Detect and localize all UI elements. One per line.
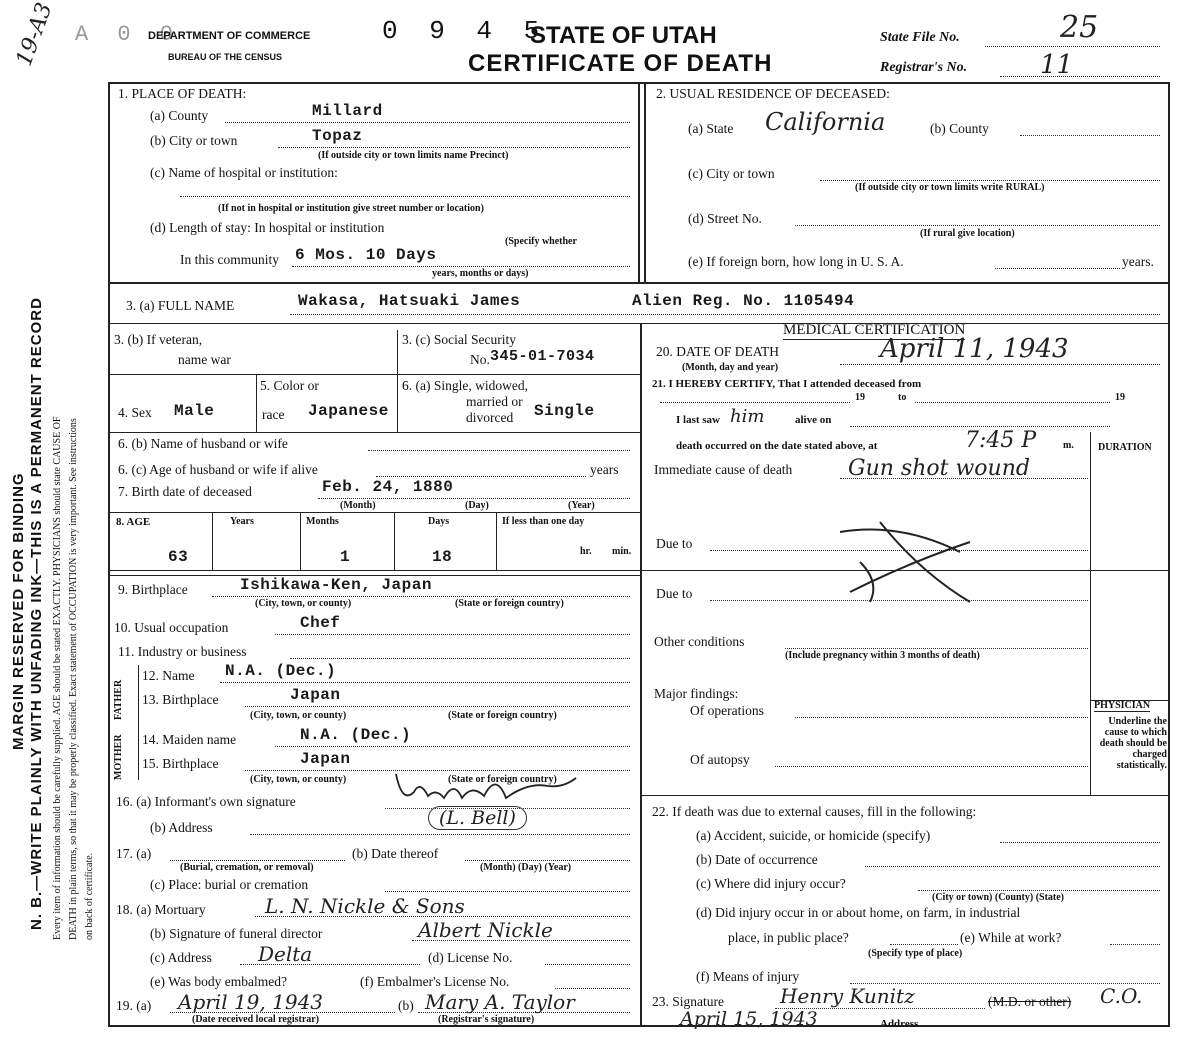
full-name-label: 3. (a) FULL NAME [126, 298, 235, 313]
date-death-note: (Month, day and year) [682, 362, 779, 373]
occurrence-label: (b) Date of occurrence [696, 852, 818, 867]
margin-reserved-text: MARGIN RESERVED FOR BINDING [10, 472, 27, 750]
embalmer-label: (f) Embalmer's License No. [360, 974, 510, 989]
father-birth-note2: (State or foreign country) [448, 710, 557, 721]
place-of-death-heading: 1. PLACE OF DEATH: [118, 86, 247, 101]
state-title: STATE OF UTAH [530, 22, 717, 49]
where-note: (City or town) (County) (State) [932, 892, 1065, 903]
margin-instructions-2: DEATH in plain terms, so that it may be properly classified. Exact statement of OCCUPATION is very important. See instructions [68, 418, 79, 940]
veteran-label2: name war [178, 352, 231, 367]
director-label: (b) Signature of funeral director [150, 926, 323, 941]
informant-sig-label: 16. (a) Informant's own signature [116, 794, 296, 809]
res-foreign-label: (e) If foreign born, how long in U. S. A. [688, 254, 904, 269]
embalmed-label: (e) Was body embalmed? [150, 974, 287, 989]
age-months-value: 1 [340, 548, 351, 566]
mortuary-label: 18. (a) Mortuary [116, 902, 206, 917]
sex-value: Male [174, 402, 215, 420]
occurred-label: death occurred on the date stated above, at [676, 440, 878, 452]
marital-label: 6. (a) Single, widowed, [402, 378, 528, 393]
mother-name-label: 14. Maiden name [142, 732, 237, 747]
state-file-number: 25 [1060, 10, 1099, 45]
full-name-value: Wakasa, Hatsuaki James [298, 292, 521, 310]
mother-name-value: N.A. (Dec.) [300, 726, 412, 744]
hospital-label: (c) Name of hospital or institution: [150, 165, 338, 180]
age-less-label: If less than one day [502, 516, 585, 527]
certify-label: 21. I HEREBY CERTIFY, That I attended deceased from [652, 378, 922, 390]
address2-label: (c) Address [150, 950, 212, 965]
informant-address-label: (b) Address [150, 820, 213, 835]
certify-19b: 19 [1115, 392, 1125, 403]
received-date: April 19, 1943 [178, 990, 324, 1014]
age-years-value: 63 [168, 548, 189, 566]
alive-on-label: alive on [795, 414, 832, 426]
race-value: Japanese [308, 402, 389, 420]
physician-box-title: PHYSICIAN [1094, 700, 1151, 711]
marital-label2: married or [466, 394, 523, 409]
occupation-label: 10. Usual occupation [114, 620, 229, 635]
md-label: (M.D. or other) [988, 994, 1072, 1009]
community-label: In this community [180, 252, 279, 267]
ssn-value: 345-01-7034 [490, 348, 595, 365]
spouse-label: 6. (b) Name of husband or wife [118, 436, 288, 451]
crossed-out-mark [820, 512, 990, 612]
res-city-label: (c) City or town [688, 166, 775, 181]
date-thereof-note: (Month) (Day) (Year) [480, 862, 572, 873]
mother-birth-note2: (State or foreign country) [448, 774, 557, 785]
immediate-label: Immediate cause of death [654, 462, 793, 477]
burial-note: (Burial, cremation, or removal) [180, 862, 314, 873]
license-label: (d) License No. [428, 950, 513, 965]
father-birth-value: Japan [290, 686, 341, 704]
res-county-label: (b) County [930, 121, 989, 136]
age-hr: hr. [580, 546, 592, 557]
mother-birth-label: 15. Birthplace [142, 756, 219, 771]
signature-label: 23. Signature [652, 994, 724, 1009]
res-state-value: California [765, 108, 886, 136]
age-months-label: Months [306, 516, 339, 527]
color-label: 5. Color or [260, 378, 319, 393]
county-label: (a) County [150, 108, 209, 123]
registrar-label: Registrar's No. [880, 60, 968, 75]
major-findings-label: Major findings: [654, 686, 739, 701]
other-conditions-note: (Include pregnancy within 3 months of death) [785, 650, 980, 661]
res-street-label: (d) Street No. [688, 211, 762, 226]
mother-birth-note1: (City, town, or county) [250, 774, 347, 785]
serial-number: 0 9 4 5 [382, 16, 548, 46]
death-time-suffix: m. [1063, 440, 1074, 451]
death-time: 7:45 P [965, 428, 1037, 453]
registrar-number: 11 [1040, 50, 1074, 80]
margin-instructions-3: on back of certificate. [84, 852, 95, 940]
physician-box-text: Underline the cause to which death should be charged statistically. [1099, 716, 1167, 771]
physician-signature: Henry Kunitz [780, 984, 915, 1008]
residence-heading: 2. USUAL RESIDENCE OF DECEASED: [656, 86, 890, 101]
external-label: 22. If death was due to external causes, fill in the following: [652, 804, 977, 819]
operations-label: Of operations [690, 703, 764, 718]
autopsy-label: Of autopsy [690, 752, 750, 767]
industry-label: 11. Industry or business [118, 644, 247, 659]
res-foreign-suffix: years. [1122, 254, 1154, 269]
margin-instructions-1: Every item of information should be carefully supplied. AGE should be stated EXACTLY. PHYSICIANS should state CAUSE OF [52, 416, 63, 940]
occupation-value: Chef [300, 614, 341, 632]
community-note: years, months or days) [432, 268, 529, 279]
mortuary-value: L. N. Nickle & Sons [265, 894, 465, 918]
stay-label: (d) Length of stay: In hospital or institution [150, 220, 385, 235]
burial-place-label: (c) Place: burial or cremation [150, 877, 309, 892]
city-label: (b) City or town [150, 133, 238, 148]
other-conditions-label: Other conditions [654, 634, 745, 649]
ssn-label: 3. (c) Social Security [402, 332, 516, 347]
age-min: min. [612, 546, 632, 557]
burial-label: 17. (a) [116, 846, 152, 861]
age-days-label: Days [428, 516, 450, 527]
certificate-title: CERTIFICATE OF DEATH [468, 50, 773, 77]
mother-birth-value: Japan [300, 750, 351, 768]
res-city-note: (If outside city or town limits write RURAL) [855, 182, 1045, 193]
spouse-age-suffix: years [590, 462, 619, 477]
sex-label: 4. Sex [118, 405, 152, 420]
physician-sig-date: April 15, 1943 [680, 1008, 818, 1030]
res-state-label: (a) State [688, 121, 734, 136]
address2-value: Delta [258, 942, 313, 966]
where-label: (c) Where did injury occur? [696, 876, 846, 891]
birth-month-note: (Month) [340, 500, 376, 511]
ssn-label2: No. [470, 352, 490, 367]
marital-label3: divorced [466, 410, 514, 425]
immediate-value: Gun shot wound [848, 456, 1030, 481]
father-birth-label: 13. Birthplace [142, 692, 219, 707]
hospital-note: (If not in hospital or institution give street number or location) [218, 203, 484, 214]
father-side-label: FATHER [113, 679, 124, 720]
state-file-label: State File No. [880, 30, 960, 45]
last-saw-label: I last saw [676, 414, 721, 426]
alien-reg-value: Alien Reg. No. 1105494 [632, 292, 855, 310]
birth-label: 7. Birth date of deceased [118, 484, 252, 499]
date-death-label: 20. DATE OF DEATH [656, 344, 779, 359]
bureau-label: BUREAU OF THE CENSUS [168, 52, 283, 62]
md-hand: C.O. [1100, 984, 1143, 1008]
father-birth-note1: (City, town, or county) [250, 710, 347, 721]
registrar-sig-label: (b) [398, 998, 414, 1013]
department-label: DEPARTMENT OF COMMERCE [148, 30, 311, 42]
mother-side-label: MOTHER [113, 734, 124, 780]
serial-prefix: A 0 0 [75, 22, 182, 47]
birthplace-label: 9. Birthplace [118, 582, 188, 597]
birthplace-note2: (State or foreign country) [455, 598, 564, 609]
specify-note: (Specify type of place) [868, 948, 963, 959]
age-label: 8. AGE [116, 516, 151, 528]
medical-heading: MEDICAL CERTIFICATION [783, 322, 966, 338]
color-label2: race [262, 407, 285, 422]
accident-label: (a) Accident, suicide, or homicide (specify) [696, 828, 931, 843]
birth-year-note: (Year) [568, 500, 595, 511]
father-name-value: N.A. (Dec.) [225, 662, 337, 680]
birthplace-value: Ishikawa-Ken, Japan [240, 576, 432, 594]
community-value: 6 Mos. 10 Days [295, 246, 437, 264]
date-death-value: April 11, 1943 [880, 334, 1069, 364]
informant-signature [388, 768, 593, 808]
stay-note: (Specify whether [505, 236, 577, 247]
while-work-label: (e) While at work? [960, 930, 1062, 945]
received-label: 19. (a) [116, 998, 152, 1013]
birthplace-note1: (City, town, or county) [255, 598, 352, 609]
city-note: (If outside city or town limits name Precinct) [318, 150, 509, 161]
registrar-signature: Mary A. Taylor [425, 990, 575, 1014]
public-place-label: place, in public place? [728, 930, 849, 945]
age-years-label: Years [230, 516, 254, 527]
birth-day-note: (Day) [465, 500, 489, 511]
physician-address-label: Address [880, 1018, 919, 1030]
veteran-label: 3. (b) If veteran, [114, 332, 203, 347]
director-value: Albert Nickle [418, 918, 553, 942]
res-street-note: (If rural give location) [920, 228, 1015, 239]
duration-label: DURATION [1098, 442, 1152, 453]
registrar-note: (Registrar's signature) [438, 1014, 535, 1025]
father-name-label: 12. Name [142, 668, 195, 683]
margin-binding-text: N. B.—WRITE PLAINLY WITH UNFADING INK—THIS IS A PERMANENT RECORD [28, 297, 45, 930]
received-note: (Date received local registrar) [192, 1014, 320, 1025]
due-to-label-1: Due to [656, 536, 693, 551]
informant-name-note: (L. Bell) [428, 806, 527, 830]
spouse-age-label: 6. (c) Age of husband or wife if alive [118, 462, 318, 477]
marital-value: Single [534, 402, 595, 420]
certify-19a: 19 [855, 392, 865, 403]
certify-to: to [898, 392, 907, 403]
date-thereof-label: (b) Date thereof [352, 846, 439, 861]
city-value: Topaz [312, 127, 363, 145]
means-label: (f) Means of injury [696, 969, 800, 984]
home-label: (d) Did injury occur in or about home, on farm, in industrial [696, 905, 1021, 920]
age-days-value: 18 [432, 548, 453, 566]
corner-mark: 19-A3 [11, 0, 58, 70]
birth-value: Feb. 24, 1880 [322, 478, 454, 496]
county-value: Millard [312, 102, 383, 120]
due-to-label-2: Due to [656, 586, 693, 601]
last-saw-value: him [730, 406, 765, 427]
